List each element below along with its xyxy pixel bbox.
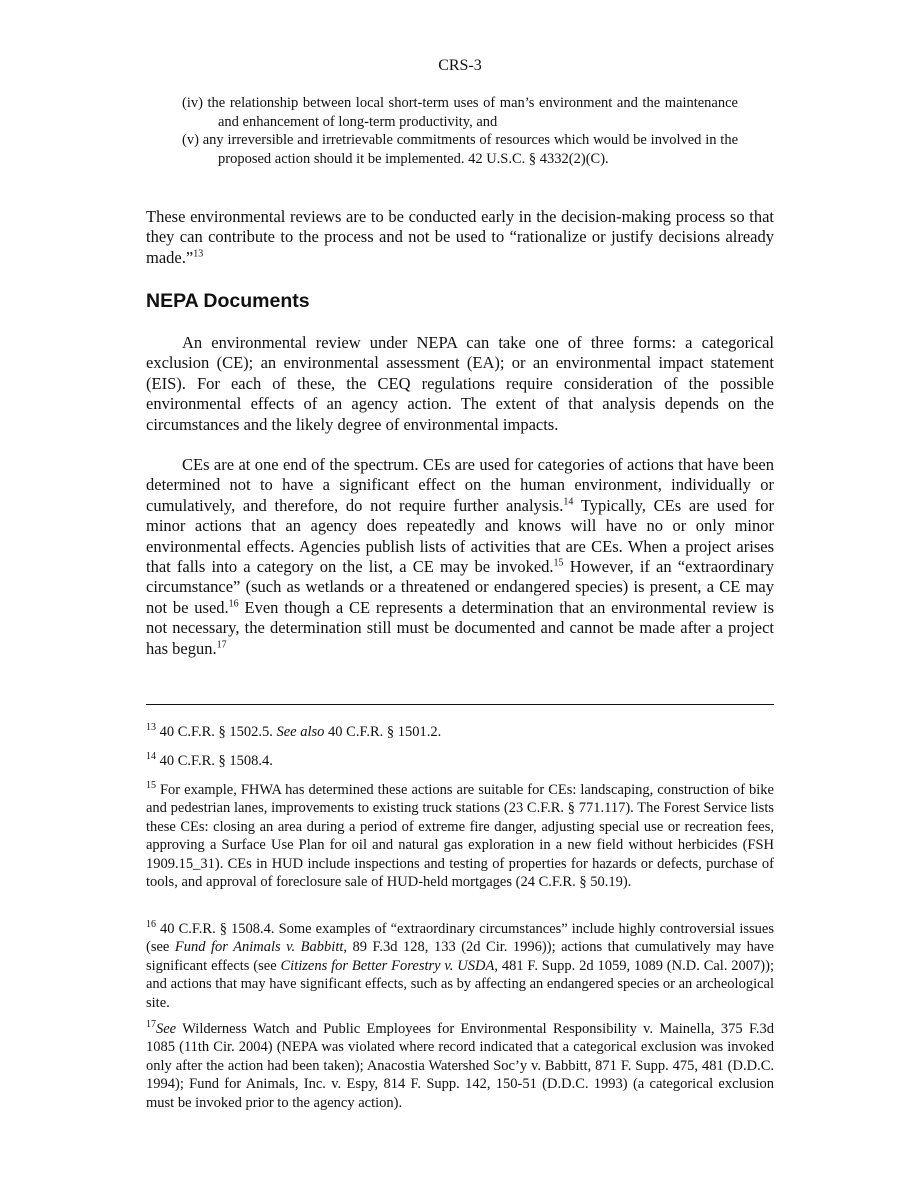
list-marker: (iv) (182, 95, 203, 111)
footnote-divider (146, 704, 774, 705)
paragraph-categorical-exclusions: CEs are at one end of the spectrum. CEs are used for categories of actions that have been determined not to have a significant effect on the human environment, individually or cumulatively, and therefore, do not require further analysis.$^{14}$ Typically, CEs are used for minor actions that an agency does repeatedly and knows will have no or only minor environmental effects. Agencies publish lists of activities that are CEs. When a project arises that falls into a category on the list, a CE may be invoked.$^{15}$ However, if an “extraordinary circumstance” (such as wetlands or a threatened or endangered species) is present, a CE may not be used.$^{16}$ Even though a CE represents a determination that an environmental review is not necessary, the determination still must be documented and cannot be made after a project has begun.$^{17}$ (146, 455, 774, 658)
paragraph-reviews-timing: These environmental reviews are to be conducted early in the decision-making process so that they can contribute to the process and not be used to “rationalize or justify decisions already made.”$^{13}$ (146, 207, 774, 267)
footnote-ref[interactable]: 15 (553, 557, 564, 569)
footnote-ref[interactable]: 14 (563, 496, 574, 508)
footnote-16: $^{16}$ 40 C.F.R. § 1508.4. Some examples of “extraordinary circumstances” include highly controversial issues (see Fund for Animals v. Babbitt, 89 F.3d 128, 133 (2d Cir. 1996)); actions that cumulatively may have significant effects (see Citizens for Better Forestry v. USDA, 481 F. Supp. 2d 1059, 1089 (N.D. Cal. 2007)); and actions that may have significant effects, such as by affecting an endangered species or an archeological site. (146, 919, 774, 1011)
section-heading: NEPA Documents (146, 290, 310, 312)
footnote-ref[interactable]: 13 (193, 248, 204, 260)
list-marker: (v) (182, 132, 199, 148)
list-text: any irreversible and irretrievable commitments of resources which would be involved in the proposed action should it be implemented. 42 U.S.C. § 4332(2)(C). (202, 132, 739, 167)
page-header: CRS-3 (438, 57, 482, 74)
footnote-14: $^{14}$ 40 C.F.R. § 1508.4. (146, 751, 273, 769)
paragraph-nepa-forms: An environmental review under NEPA can take one of three forms: a categorical exclusion (CE); an environmental assessment (EA); or an environmental impact statement (EIS). For each of these, the CEQ regulations require consideration of the possible environmental effects of an agency action. The extent of that analysis depends on the circumstances and the likely degree of environmental impacts. (146, 333, 774, 434)
footnote-ref[interactable]: 17 (216, 639, 227, 651)
statutory-list (182, 94, 738, 168)
footnote-17: $^{17}$See Wilderness Watch and Public Employees for Environmental Responsibility v. Mainella, 375 F.3d 1085 (11th Cir. 2004) (NEPA was violated where record indicated that a categorical exclusion was invoked only after the action had been taken); Anacostia Watershed Soc’y v. Babbitt, 871 F. Supp. 475, 481 (D.D.C. 1994); Fund for Animals, Inc. v. Espy, 814 F. Supp. 142, 150-51 (D.D.C. 1993) (a categorical exclusion must be invoked prior to the agency action). (146, 1019, 774, 1111)
list-text: the relationship between local short-term uses of man’s environment and the maintenance and enhancement of long-term productivity, and (207, 95, 738, 130)
list-item (182, 94, 738, 131)
footnote-15: $^{15}$ For example, FHWA has determined these actions are suitable for CEs: landscaping, construction of bike and pedestrian lanes, improvements to existing truck stations (23 C.F.R. § 771.117). The Forest Service lists these CEs: closing an area during a period of extreme fire danger, adjusting special use or recreation fees, approving a Surface Use Plan for oil and natural gas exploration in a new field without herbicides (FSH 1909.15_31). CEs in HUD include inspections and testing of properties for hazards or defects, purchase of tools, and approval of foreclosure sale of HUD-held mortgages (24 C.F.R. § 50.19). (146, 780, 774, 891)
footnote-ref[interactable]: 16 (228, 598, 239, 610)
footnote-13: $^{13}$ 40 C.F.R. § 1502.5. See also 40 C.F.R. § 1501.2. (146, 722, 442, 740)
list-item (182, 131, 738, 168)
